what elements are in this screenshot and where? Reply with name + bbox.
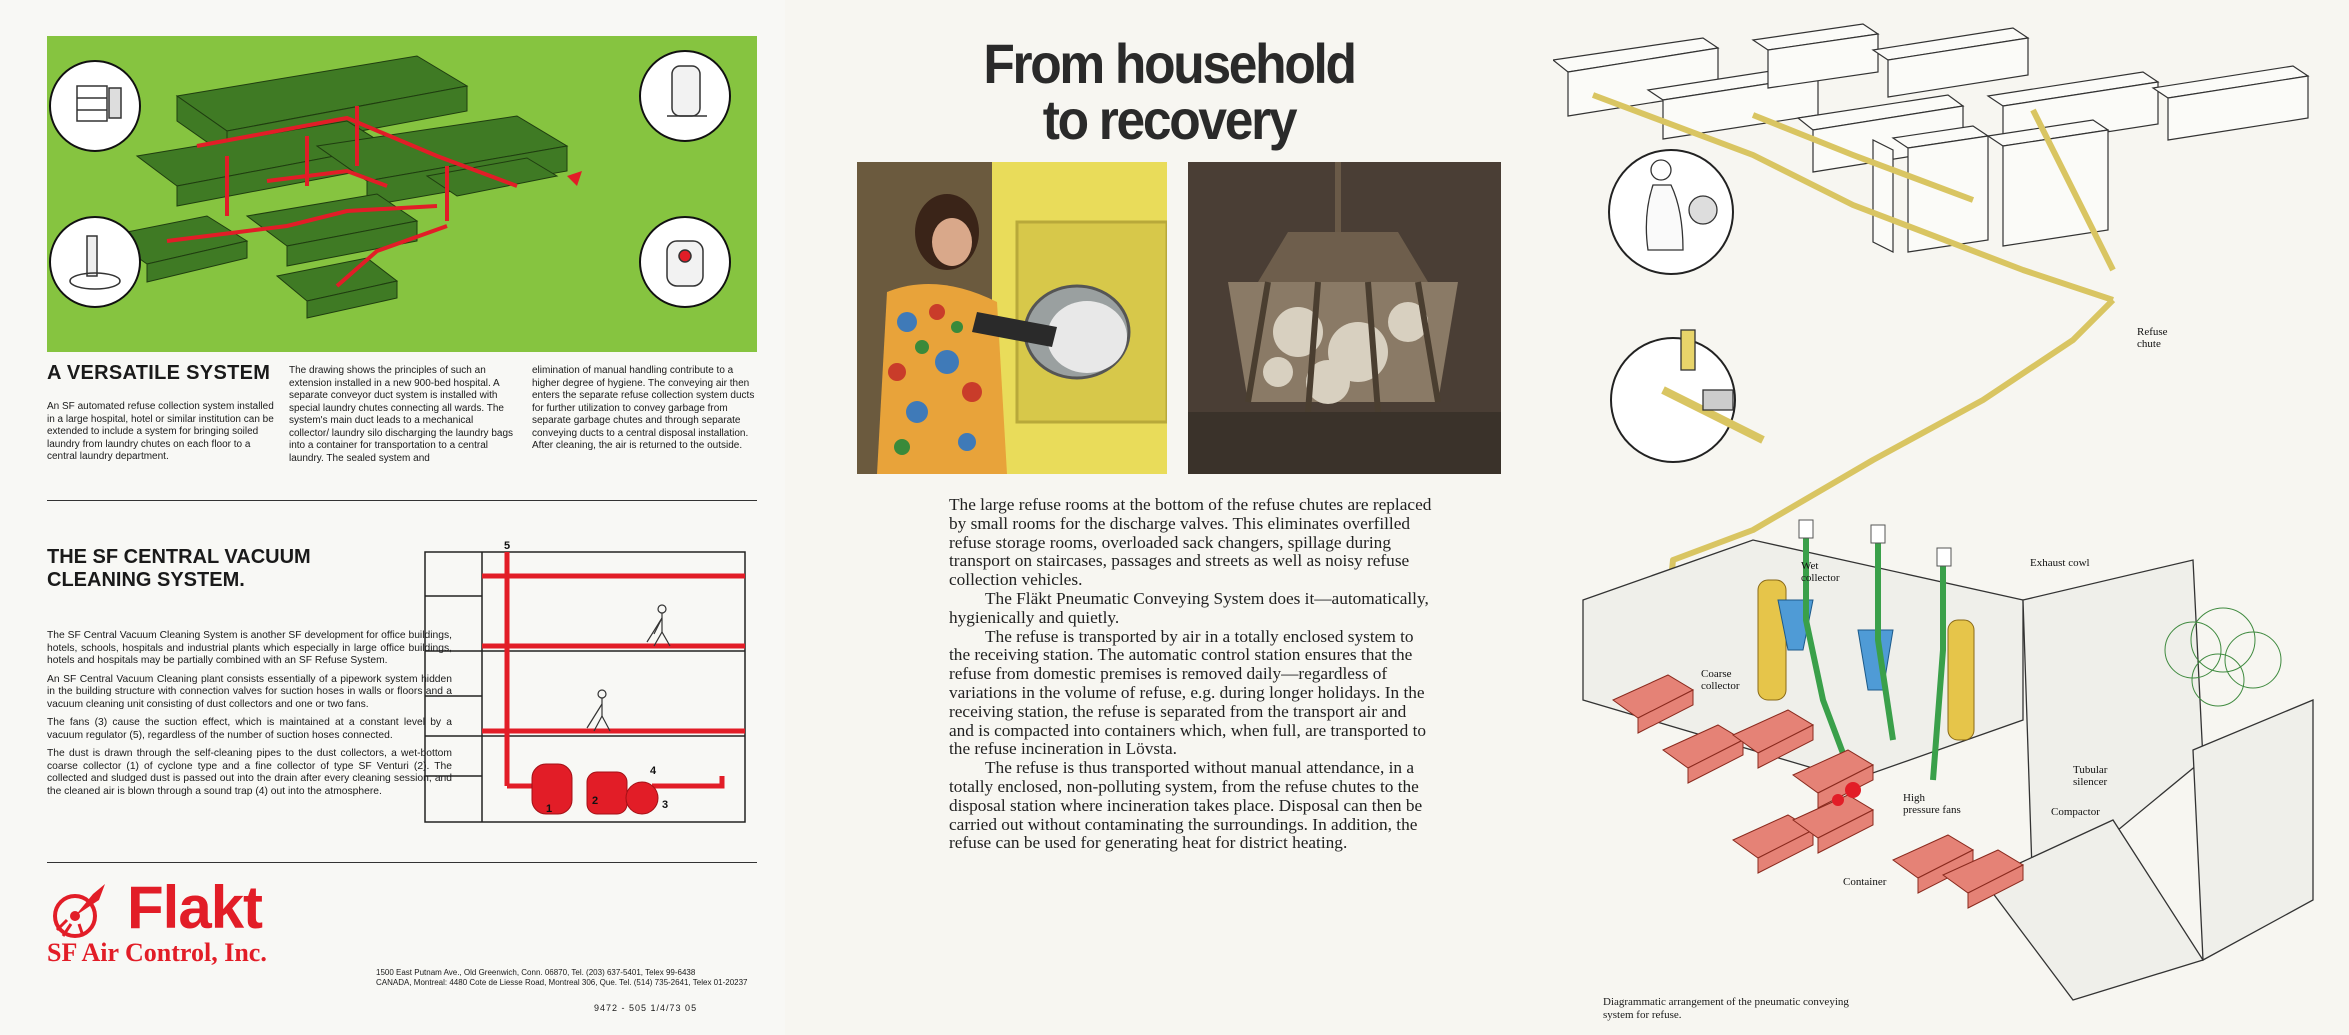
address-line: CANADA, Montreal: 4480 Cote de Liesse Road, Montreal 306, Que. Tel. (514) 735-2641, Telex 01-20237	[376, 978, 748, 987]
article-paragraph: The refuse is transported by air in a totally enclosed system to the receiving station. The automatic control station ensures that the refuse from domestic premises is removed daily—regardless of variations in the volume of refuse, e.g. during longer holidays. In the receiving station, the refuse is separated from the transport air and and is compacted into containers which, when full, are transported to the refuse incineration in Lövsta.	[949, 626, 1427, 759]
vacuum-building-section	[422, 536, 759, 836]
hospital-laundry-illustration	[47, 36, 757, 352]
label-tubular-silencer: Tubular silencer	[2073, 764, 2108, 788]
section-divider	[47, 500, 757, 501]
vacuum-system-diagram	[422, 536, 759, 836]
right-panel	[1553, 0, 2349, 1035]
title-line-2: to recovery	[1042, 88, 1296, 151]
address-line: 1500 East Putnam Ave., Old Greenwich, Conn. 06870, Tel. (203) 637-5401, Telex 99-6438	[376, 968, 696, 977]
hospital-isometric-drawing	[47, 36, 757, 352]
title-line-1: From household	[983, 32, 1355, 95]
versatile-system-column-3: elimination of manual handling contribute to a higher degree of hygiene. The conveying air then enters the separate refuse collection system ducts for further utilization to convey garbage from separate garbage chutes and through separate conveying ducts to a central disposal installation. After cleaning, the air is returned to the outside.	[532, 365, 755, 451]
logo-wordmark: Flakt	[127, 874, 263, 941]
left-panel	[0, 0, 785, 1035]
label-exhaust-cowl: Exhaust cowl	[2030, 557, 2090, 569]
article-paragraph: The large refuse rooms at the bottom of the refuse chutes are replaced by small rooms for the discharge valves. This eliminates overfilled refuse storage rooms, overloaded sack changers, spillage during transport on staircases, passages and streets as well as noisy refuse collection vehicles.	[949, 495, 1432, 590]
article-paragraph: The refuse is thus transported without manual attendance, in a totally enclosed, non-polluting system, from the refuse chutes to the disposal station where incineration takes place. Disposal can then be carried out without contaminating the surroundings. In addition, the refuse can be used for generating heat for district heating.	[949, 758, 1423, 853]
versatile-system-intro: An SF automated refuse collection system installed in a large hospital, hotel or similar institution can be extended to include a system for bringing soiled laundry from laundry chutes on each floor to a central laundry department.	[47, 401, 274, 462]
versatile-system-column-2: The drawing shows the principles of such an extension installed in a new 900-bed hospital. A separate conveyor duct system is installed with special laundry chutes connecting all wards. The system's main duct leads to a mechanical collector/ laundry silo discharging the laundry bags into a container for transportation to a central laundry. The sealed system and	[289, 365, 514, 464]
article-body	[949, 496, 1433, 853]
vacuum-paragraph: The SF Central Vacuum Cleaning System is another SF development for office buildings, hotels, schools, hospitals and industrial plants which especially in large office buildings, hotels and hospitals may be partially combined with an SF Refuse System.	[47, 630, 452, 666]
label-high-pressure-fans: High pressure fans	[1903, 792, 1961, 816]
photo-refuse-grab	[1188, 162, 1501, 474]
diagram-label-1: 1	[546, 803, 553, 815]
pneumatic-system-diagram	[1553, 0, 2349, 1035]
print-code: 9472 - 505 1/4/73 05	[594, 1003, 698, 1013]
vacuum-cleaning-text	[47, 630, 452, 804]
figure-caption: Diagrammatic arrangement of the pneumatic conveying system for refuse.	[1603, 996, 1849, 1021]
company-address	[376, 968, 756, 988]
diagram-label-2: 2	[592, 795, 599, 807]
logo-subtitle: SF Air Control, Inc.	[47, 938, 267, 967]
refuse-grab-photo	[1188, 162, 1501, 474]
vacuum-cleaning-heading: THE SF CENTRAL VACUUM CLEANING SYSTEM.	[47, 546, 311, 591]
woman-refuse-chute-photo	[857, 162, 1167, 474]
photo-woman-chute	[857, 162, 1167, 474]
diagram-label-4: 4	[650, 765, 657, 777]
diagram-label-3: 3	[662, 799, 669, 811]
vacuum-paragraph: The fans (3) cause the suction effect, which is maintained at a constant level by a vacuum regulator (5), regardless of the number of suction hoses connected.	[47, 717, 452, 741]
versatile-system-heading: A VERSATILE SYSTEM	[47, 362, 271, 384]
article-paragraph: The Fläkt Pneumatic Conveying System does it—automatically, hygienically and quietly.	[949, 588, 1429, 627]
label-refuse-chute: Refuse chute	[2137, 326, 2168, 350]
diagram-label-5: 5	[504, 540, 511, 552]
label-wet-collector: Wet collector	[1801, 560, 1840, 584]
vacuum-paragraph: The dust is drawn through the self-cleaning pipes to the dust collectors, a wet-bottom coarse collector (1) of cyclone type and a fine collector of type SF Venturi (2). The collected and sludged dust is passed out into the drain after every cleaning session, and the cleaned air is blown through a sound trap (4) out into the atmosphere.	[47, 748, 452, 797]
label-container: Container	[1843, 876, 1887, 888]
footer-divider	[47, 862, 757, 863]
fan-logo-icon	[47, 880, 117, 942]
flakt-logo	[47, 876, 347, 996]
vacuum-paragraph: An SF Central Vacuum Cleaning plant consists essentially of a pipework system hidden in the building structure with connection valves for suction hoses in walls or floors and a vacuum cleaning unit consisting of dust collectors and one or two fans.	[47, 673, 452, 710]
page-title	[816, 32, 1523, 151]
label-coarse-collector: Coarse collector	[1701, 668, 1740, 692]
label-compactor: Compactor	[2051, 806, 2100, 818]
middle-panel	[785, 0, 1553, 1035]
